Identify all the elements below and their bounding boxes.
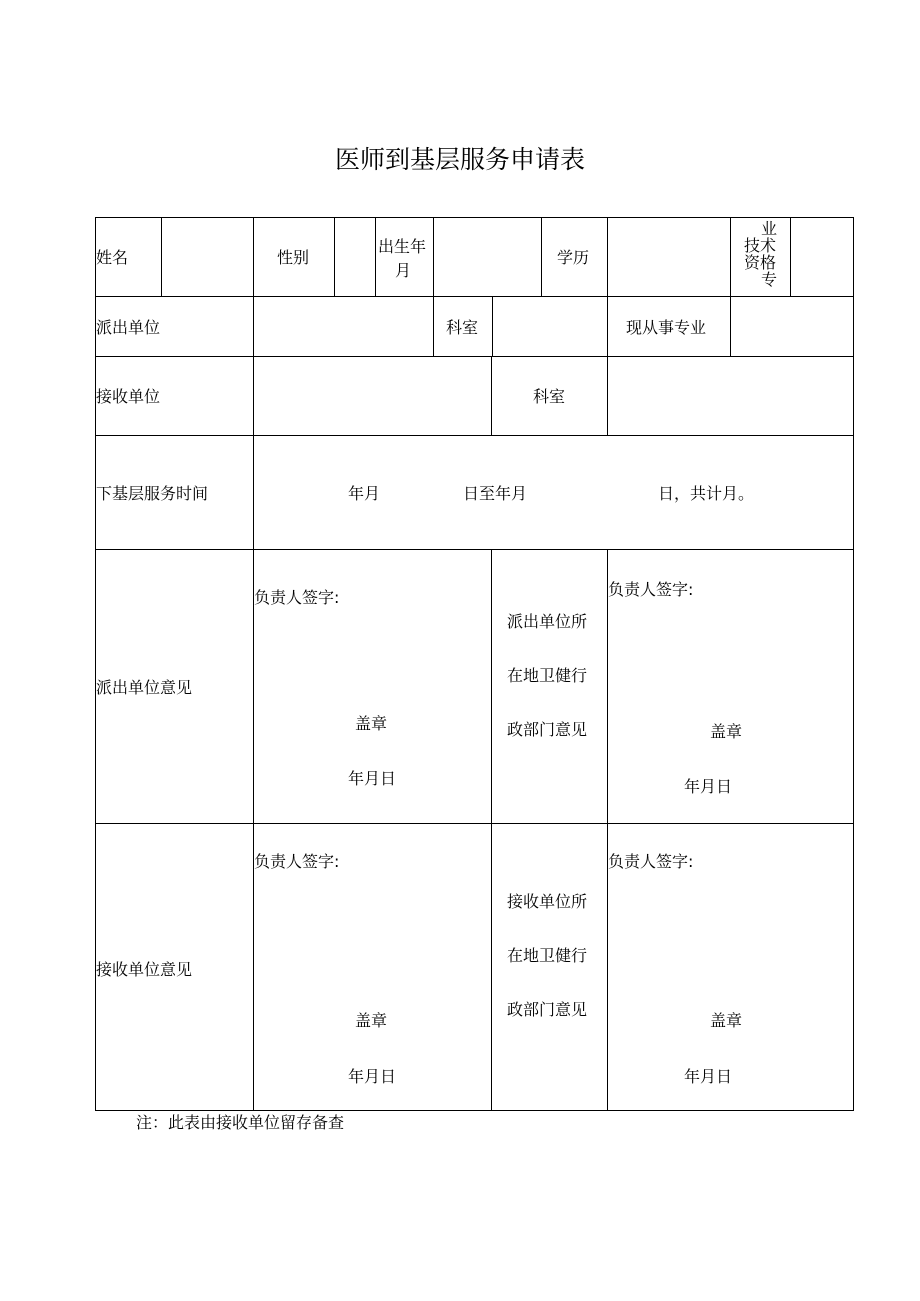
cell-divider	[730, 296, 731, 356]
dispatch-health-dept-label-line3: 政部门意见	[507, 720, 588, 739]
cell-divider	[730, 217, 731, 296]
receive-dept-label: 科室	[533, 387, 566, 406]
dispatch-health-sign-label: 负责人签字:	[608, 580, 694, 599]
cell-divider	[790, 217, 791, 296]
row-divider	[95, 823, 854, 824]
form-title: 医师到基层服务申请表	[334, 145, 585, 174]
cell-divider	[161, 217, 162, 296]
cell-divider	[541, 217, 542, 296]
receive-health-date-label: 年月日	[684, 1067, 733, 1086]
cell-divider	[253, 217, 254, 296]
table-border-right	[853, 217, 854, 1111]
dispatch-health-dept-label-line2: 在地卫健行	[507, 666, 588, 685]
dispatch-health-seal-label: 盖章	[710, 722, 743, 741]
dispatch-opinion-label: 派出单位意见	[96, 678, 193, 697]
cell-divider	[607, 217, 608, 296]
cell-divider	[334, 217, 335, 296]
receive-date-label: 年月日	[348, 1067, 397, 1086]
cell-divider	[491, 356, 492, 435]
cell-divider	[492, 296, 493, 356]
dispatch-seal-label: 盖章	[355, 714, 388, 733]
dispatch-date-label: 年月日	[348, 769, 397, 788]
birth-label-line2: 月	[395, 261, 412, 280]
cell-divider	[433, 217, 434, 296]
dispatch-dept-label: 科室	[446, 318, 479, 337]
service-time-label: 下基层服务时间	[96, 484, 209, 503]
receive-health-dept-label-line3: 政部门意见	[507, 1000, 588, 1019]
name-label: 姓名	[96, 248, 129, 267]
qualification-label-part3: 资格	[744, 253, 777, 272]
dispatch-health-date-label: 年月日	[684, 777, 733, 796]
dispatch-unit-label: 派出单位	[96, 318, 161, 337]
qualification-label-part1: 业	[761, 219, 778, 238]
cell-divider	[491, 549, 492, 1110]
row-divider	[95, 296, 854, 297]
service-time-start: 年月	[348, 484, 381, 503]
education-label: 学历	[557, 248, 590, 267]
receive-health-seal-label: 盖章	[710, 1011, 743, 1030]
current-specialty-label: 现从事专业	[626, 318, 707, 337]
row-divider	[95, 356, 854, 357]
receive-health-sign-label: 负责人签字:	[608, 852, 694, 871]
cell-divider	[375, 217, 376, 296]
receive-health-dept-label-line1: 接收单位所	[507, 892, 588, 911]
qualification-label-part4: 专	[761, 270, 778, 289]
row-divider	[95, 435, 854, 436]
gender-label: 性别	[277, 248, 310, 267]
cell-divider	[607, 549, 608, 1110]
footnote: 注：此表由接收单位留存备查	[136, 1113, 345, 1132]
table-border-top	[95, 217, 854, 218]
cell-divider	[253, 435, 254, 549]
service-time-total: 日，共计月。	[658, 484, 755, 503]
receive-seal-label: 盖章	[355, 1011, 388, 1030]
service-time-range: 日至年月	[463, 484, 528, 503]
receive-health-dept-label-line2: 在地卫健行	[507, 946, 588, 965]
row-divider	[95, 549, 854, 550]
receive-sign-label: 负责人签字:	[254, 852, 340, 871]
cell-divider	[253, 356, 254, 435]
cell-divider	[253, 296, 254, 356]
cell-divider	[253, 549, 254, 1110]
qualification-label-part2: 技术	[744, 236, 777, 255]
receive-unit-label: 接收单位	[96, 387, 161, 406]
cell-divider	[607, 296, 608, 356]
cell-divider	[433, 296, 434, 356]
dispatch-sign-label: 负责人签字:	[254, 588, 340, 607]
dispatch-health-dept-label-line1: 派出单位所	[507, 612, 588, 631]
cell-divider	[607, 356, 608, 435]
table-border-bottom	[95, 1110, 854, 1111]
birth-label-line1: 出生年	[378, 237, 427, 256]
receive-opinion-label: 接收单位意见	[96, 960, 193, 979]
